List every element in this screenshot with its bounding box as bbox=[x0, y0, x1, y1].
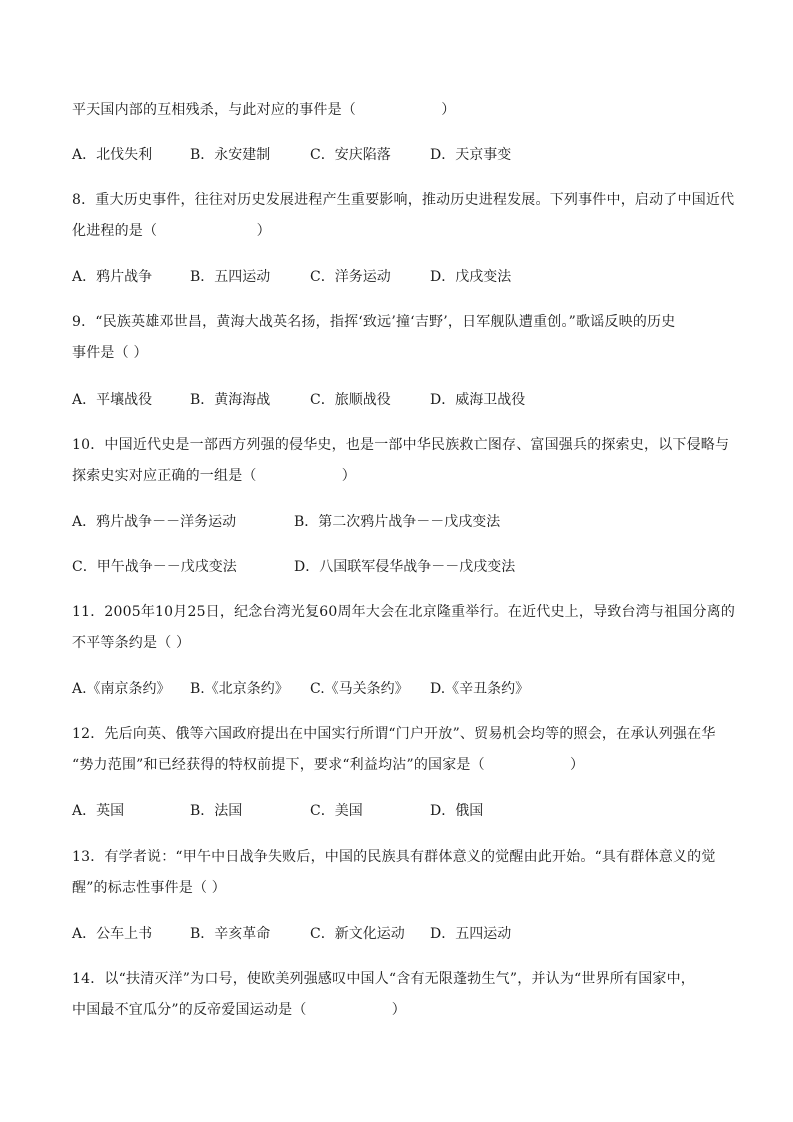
option-a: A.《南京条约》 bbox=[72, 681, 171, 697]
question-13-text-line-1: 13．有学者说：“甲午中日战争失败后，中国的民族具有群体意义的觉醒由此开始。“具有群体意义的觉 bbox=[72, 849, 716, 865]
question-14-text-line-1: 14．以“扶清灭洋”为口号，使欧美列强感叹中国人“含有无限蓬勃生气”，并认为“世界所有国家中， bbox=[72, 971, 695, 987]
option-a: A．英国 bbox=[72, 803, 125, 819]
option-a: A．鸦片战争－－洋务运动 bbox=[72, 514, 237, 530]
option-c: C．美国 bbox=[310, 803, 363, 819]
option-b: B．辛亥革命 bbox=[190, 926, 271, 942]
option-d: D．威海卫战役 bbox=[430, 392, 526, 408]
option-c: C.《马关条约》 bbox=[310, 681, 409, 697]
option-b: B．法国 bbox=[190, 803, 243, 819]
option-b: B．黄海海战 bbox=[190, 392, 271, 408]
option-c: C．甲午战争－－戊戌变法 bbox=[72, 559, 237, 575]
option-a: A．北伐失利 bbox=[72, 147, 153, 163]
option-a: A．平壤战役 bbox=[72, 392, 153, 408]
option-a: A．鸦片战争 bbox=[72, 269, 153, 285]
option-a: A．公车上书 bbox=[72, 926, 153, 942]
option-c: C．新文化运动 bbox=[310, 926, 405, 942]
option-d: D．五四运动 bbox=[430, 926, 512, 942]
option-d: D.《辛丑条约》 bbox=[430, 681, 530, 697]
question-12-text-line-2: “势力范围”和已经获得的特权前提下，要求“利益均沾”的国家是（ ） bbox=[72, 757, 585, 773]
option-c: C．安庆陷落 bbox=[310, 147, 391, 163]
question-14-text-line-2: 中国最不宜瓜分”的反帝爱国运动是（ ） bbox=[72, 1002, 406, 1018]
option-b: B.《北京条约》 bbox=[190, 681, 289, 697]
question-10-text-line-1: 10．中国近代史是一部西方列强的侵华史，也是一部中华民族救亡图存、富国强兵的探索史，以下侵略与 bbox=[72, 437, 730, 453]
option-d: D．戊戌变法 bbox=[430, 269, 512, 285]
question-12-text-line-1: 12．先后向英、俄等六国政府提出在中国实行所谓“门户开放”、贸易机会均等的照会，在承认列强在华 bbox=[72, 726, 716, 742]
question-8-text-line-1: 8．重大历史事件，往往对历史发展进程产生重要影响，推动历史进程发展。下列事件中，启动了中国近代 bbox=[72, 192, 735, 208]
question-13-text-line-2: 醒”的标志性事件是（ ） bbox=[72, 880, 227, 896]
option-c: C．洋务运动 bbox=[310, 269, 391, 285]
option-b: B．五四运动 bbox=[190, 269, 271, 285]
option-d: D．俄国 bbox=[430, 803, 484, 819]
question-8-text-line-2: 化进程的是（ ） bbox=[72, 223, 271, 239]
option-c: C．旅顺战役 bbox=[310, 392, 391, 408]
question-9-text-line-1: 9．“民族英雄邓世昌，黄海大战英名扬，指挥‘致远’撞‘吉野’，日军舰队遭重创。”歌谣反映的历史 bbox=[72, 314, 676, 330]
question-7-text: 平天国内部的互相残杀，与此对应的事件是（ ） bbox=[72, 102, 456, 118]
option-d: D．天京事变 bbox=[430, 147, 512, 163]
option-b: B．第二次鸦片战争－－戊戌变法 bbox=[294, 514, 501, 530]
question-10-text-line-2: 探索史实对应正确的一组是（ ） bbox=[72, 468, 356, 484]
question-11-text-line-2: 不平等条约是（ ） bbox=[72, 635, 191, 651]
question-9-text-line-2: 事件是（ ） bbox=[72, 345, 148, 361]
question-11-text-line-1: 11．2005年10月25日，纪念台湾光复60周年大会在北京隆重举行。在近代史上，导致台湾与祖国分离的 bbox=[72, 604, 736, 620]
option-b: B．永安建制 bbox=[190, 147, 271, 163]
option-d: D．八国联军侵华战争－－戊戌变法 bbox=[294, 559, 516, 575]
